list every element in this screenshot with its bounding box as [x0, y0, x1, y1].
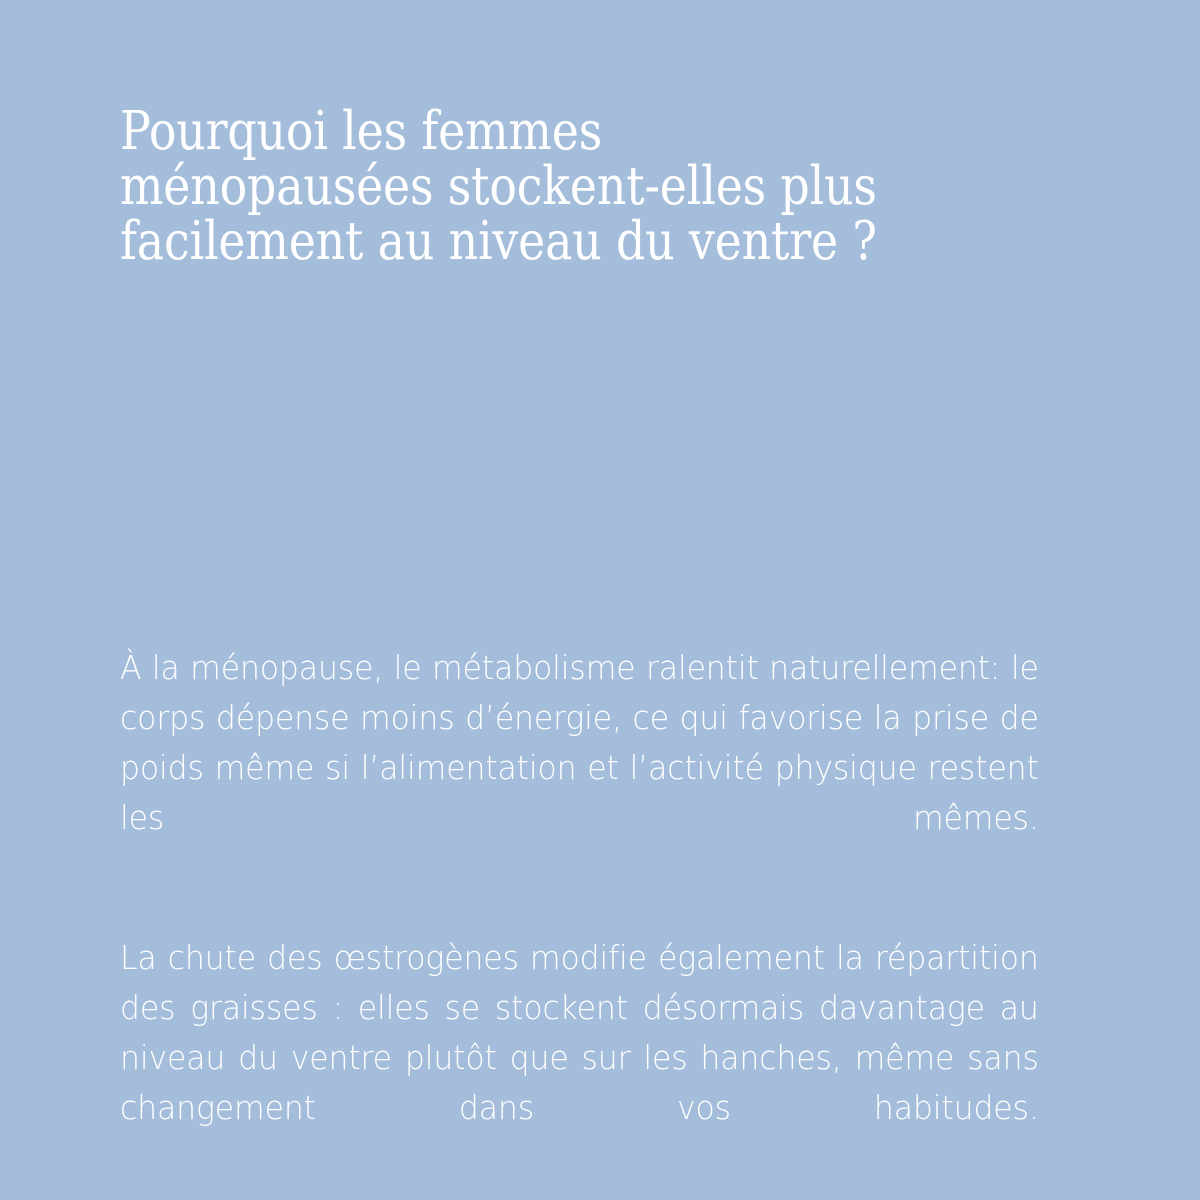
headline-block — [120, 101, 1020, 272]
body-paragraph: La chute des œstrogènes modifie également la répartition des graisses : elles se stockent désormais davantage au niveau du ventre plutôt que sur les hanches, même sans changement dans vos habitudes. — [120, 938, 1039, 1127]
body-paragraph: À la ménopause, le métabolisme ralentit naturellement: le corps dépense moins d’énergie, ce qui favorise la prise de poids même si l’alimentation et l’activité physique restent les mêmes. — [120, 648, 1039, 837]
body-copy-block — [120, 643, 1082, 1183]
page-title: Pourquoi les femmes ménopausées stockent-elles plus facilement au niveau du ventre ? — [120, 101, 877, 272]
